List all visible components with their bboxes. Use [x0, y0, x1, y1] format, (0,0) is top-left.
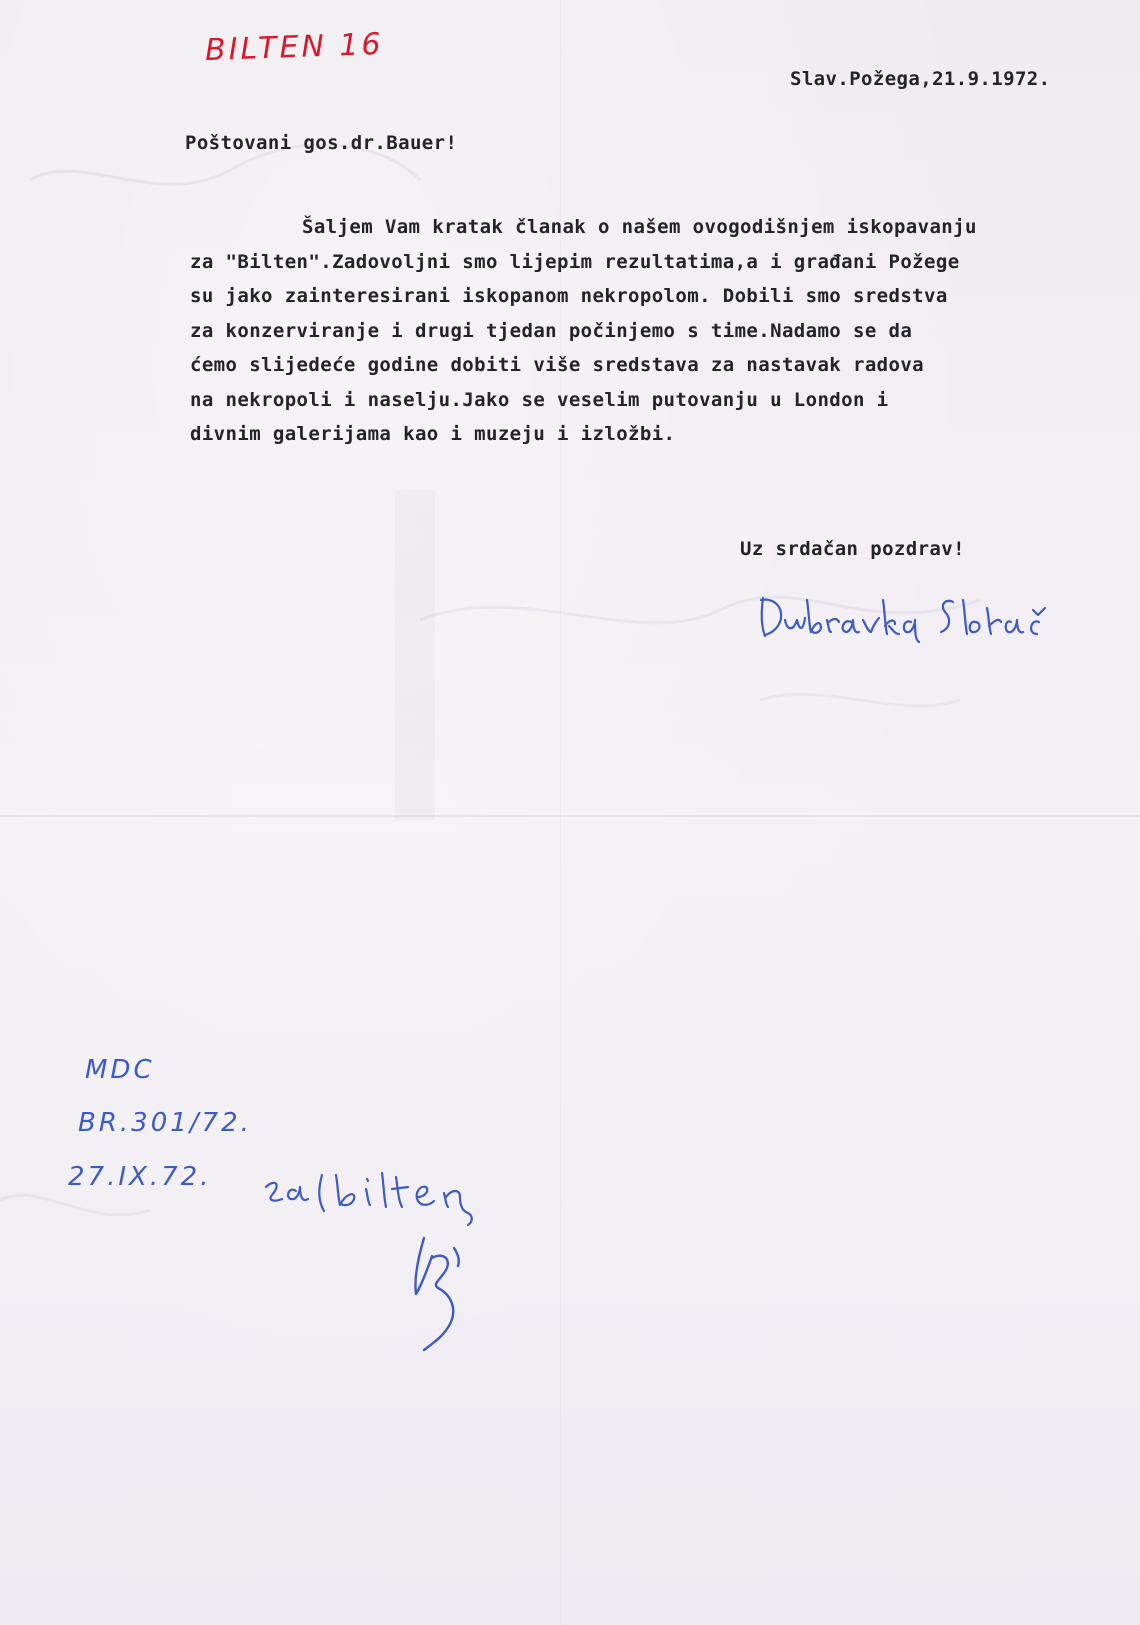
handwritten-signature: [755, 588, 1055, 658]
handwritten-bilten-note: BILTEN 16: [204, 26, 385, 69]
paper-fold-horizontal: [0, 815, 1140, 817]
body-line: divnim galerijama kao i muzeju i izložbi.: [190, 423, 676, 445]
handwritten-initial-mark: [402, 1228, 482, 1368]
salutation: Poštovani gos.dr.Bauer!: [185, 132, 458, 154]
registry-number: BR.301/72.: [78, 1108, 252, 1138]
body-line: Šaljem Vam kratak članak o našem ovogodišnjem iskopavanju: [302, 216, 977, 238]
body-line: ćemo slijedeće godine dobiti više sredstava za nastavak radova: [190, 354, 925, 376]
body-line: na nekropoli i naselju.Jako se veselim putovanju u London i: [190, 388, 889, 411]
body-line: su jako zainteresirani iskopanom nekropolom. Dobili smo sredstva: [190, 285, 948, 307]
place-and-date: Slav.Požega,21.9.1972.: [790, 68, 1051, 90]
registry-date: 27.IX.72.: [68, 1162, 212, 1192]
handwritten-za-bilten-note: [262, 1165, 542, 1235]
letter-body: [190, 210, 1090, 452]
registry-mdc-label: MDC: [85, 1055, 155, 1085]
body-line: za "Bilten".Zadovoljni smo lijepim rezultatima,a i građani Požege: [190, 250, 960, 273]
closing-greeting: Uz srdačan pozdrav!: [740, 538, 965, 560]
body-line: za konzerviranje i drugi tjedan počinjemo s time.Nadamo se da: [190, 319, 913, 342]
